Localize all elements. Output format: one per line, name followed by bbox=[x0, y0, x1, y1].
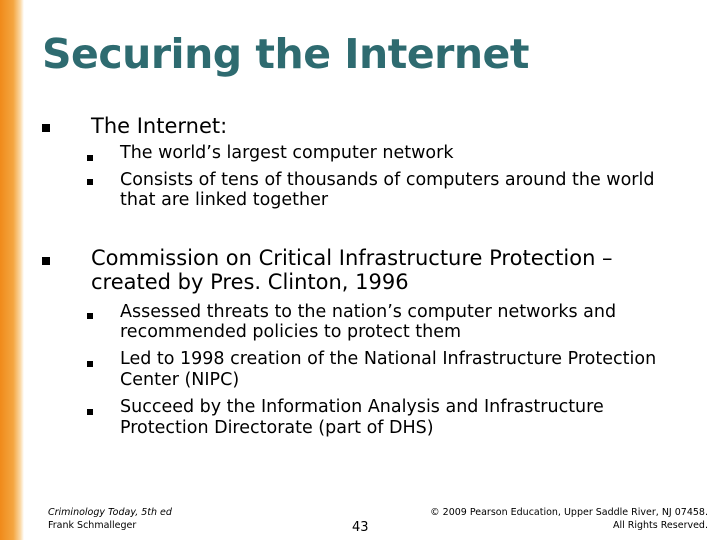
sub-bullet-marker bbox=[87, 361, 93, 367]
sub-bullet-2-2-line-1: Led to 1998 creation of the National Infrastructure Protection bbox=[120, 349, 657, 369]
bullet-marker bbox=[42, 124, 50, 132]
sub-bullet-2-3-line-2: Protection Directorate (part of DHS) bbox=[120, 418, 434, 438]
slide-title: Securing the Internet bbox=[42, 30, 529, 78]
bullet-2-line-2: created by Pres. Clinton, 1996 bbox=[91, 270, 409, 294]
sub-bullet-1-2-line-1: Consists of tens of thousands of computers around the world bbox=[120, 170, 655, 190]
orange-accent-bar bbox=[0, 0, 24, 540]
sub-bullet-marker bbox=[87, 155, 93, 161]
footer-book-title: Criminology Today, 5th ed bbox=[48, 507, 172, 518]
copyright-notice bbox=[408, 506, 708, 532]
copyright-line-1: © 2009 Pearson Education, Upper Saddle River, NJ 07458. bbox=[430, 507, 708, 518]
copyright-line-2: All Rights Reserved. bbox=[612, 520, 708, 531]
sub-bullet-marker bbox=[87, 313, 93, 319]
sub-bullet-1-2-line-2: that are linked together bbox=[120, 190, 329, 210]
page-number: 43 bbox=[352, 520, 369, 535]
sub-bullet-marker bbox=[87, 179, 93, 185]
sub-bullet-2-1-line-2: recommended policies to protect them bbox=[120, 322, 462, 342]
sub-bullet-2-1-line-1: Assessed threats to the nation’s computer networks and bbox=[120, 302, 617, 322]
footer-author: Frank Schmalleger bbox=[48, 520, 137, 531]
sub-bullet-marker bbox=[87, 409, 93, 415]
sub-bullet-2-3-line-1: Succeed by the Information Analysis and Infrastructure bbox=[120, 397, 604, 417]
sub-bullet-1-1-line-1: The world’s largest computer network bbox=[120, 143, 454, 163]
bullet-marker bbox=[42, 257, 50, 265]
sub-bullet-2-2-line-2: Center (NIPC) bbox=[120, 370, 240, 390]
bullet-2-line-1: Commission on Critical Infrastructure Protection – bbox=[91, 246, 613, 270]
bullet-1-line-1: The Internet: bbox=[91, 114, 228, 138]
